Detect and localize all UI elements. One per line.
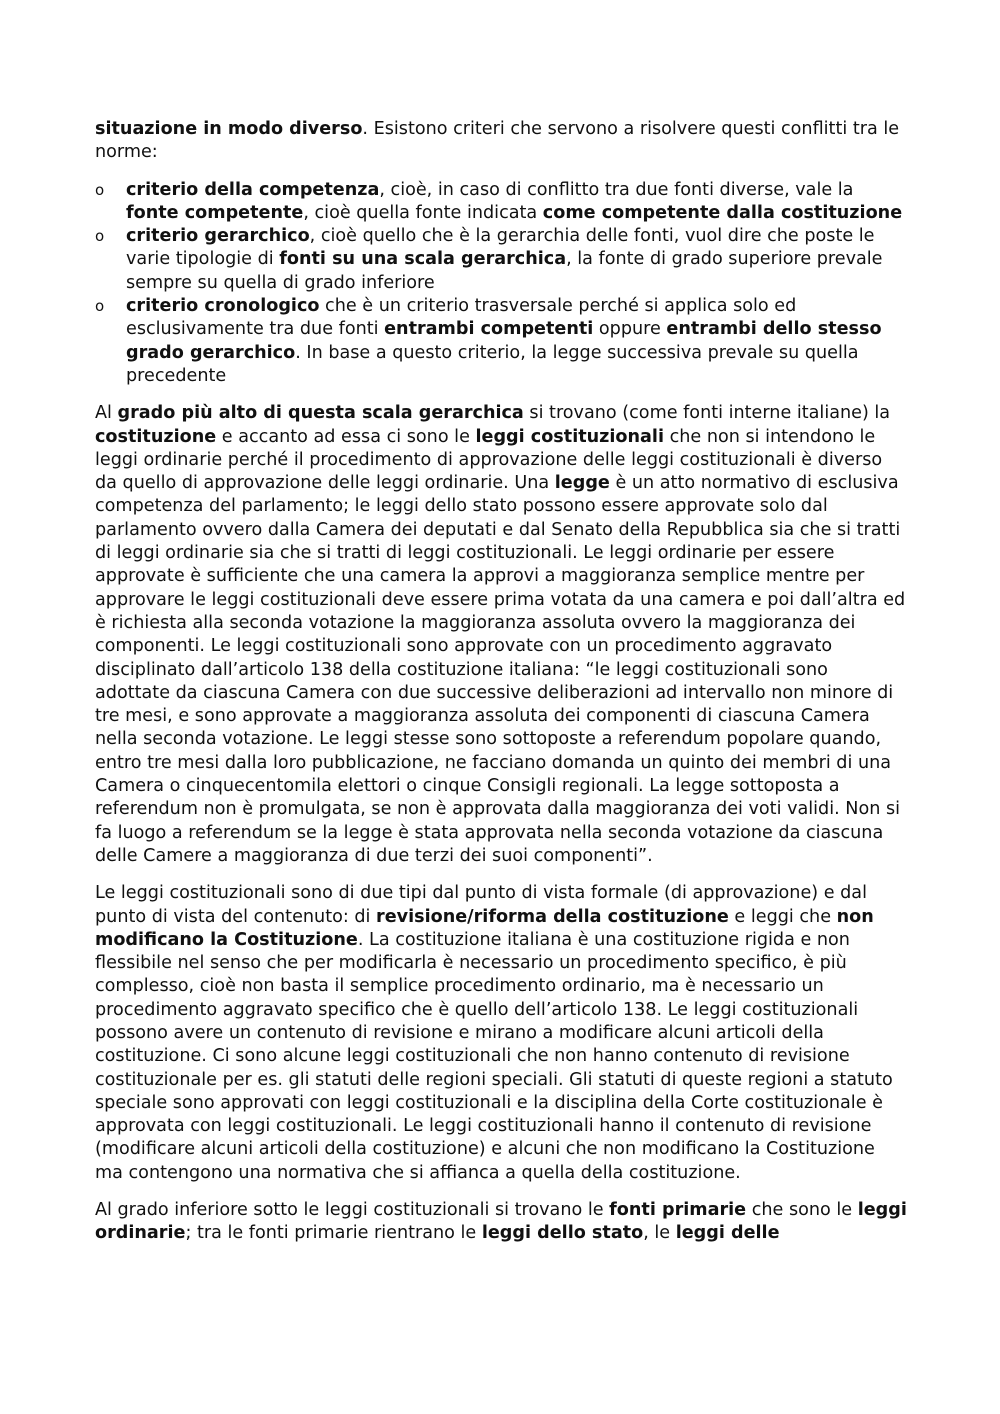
- text-run: Al: [95, 403, 118, 424]
- bullet-marker: o: [95, 227, 105, 246]
- bold-text-run: leggi dello stato: [481, 1223, 644, 1244]
- text-run: e leggi che: [728, 906, 837, 927]
- text-run: , le: [643, 1223, 676, 1244]
- list-item-text: [126, 296, 882, 386]
- text-run: e accanto ad essa ci sono le: [216, 426, 476, 447]
- bold-text-run: costituzione: [95, 426, 217, 447]
- bold-text-run: criterio della competenza: [126, 179, 380, 200]
- list-item-text: [126, 180, 902, 223]
- bold-text-run: criterio gerarchico: [126, 226, 310, 247]
- text-run: , cioè quello che è la gerarchia delle fonti, vuol dire che poste le varie tipologie di: [126, 226, 875, 270]
- text-run: oppure: [593, 319, 667, 340]
- text-run: , cioè, in caso di conflitto tra due fonti diverse, vale la: [379, 179, 854, 200]
- bold-text-run: leggi delle: [675, 1223, 780, 1244]
- text-run: che non si intendono le leggi ordinarie perché il procedimento di approvazione delle leggi costituzionali è diverso da quello di approvazione delle leggi ordinarie. Una: [95, 426, 883, 494]
- bold-text-run: fonti su una scala gerarchica: [279, 249, 567, 270]
- bold-text-run: legge: [554, 473, 610, 494]
- bold-text-run: leggi ordinarie: [95, 1200, 907, 1244]
- bold-text-run: non modificano la Costituzione: [95, 906, 874, 950]
- bold-text-run: situazione in modo diverso: [95, 119, 363, 139]
- text-run: che sono le: [746, 1200, 858, 1221]
- bold-text-run: criterio cronologico: [126, 296, 320, 317]
- bold-text-run: fonti primarie: [609, 1200, 747, 1221]
- bullet-marker: o: [95, 297, 105, 316]
- text-run: . In base a questo criterio, la legge successiva prevale su quella precedente: [126, 342, 859, 386]
- bold-text-run: entrambi competenti: [384, 319, 594, 340]
- bold-text-run: leggi costituzionali: [475, 426, 664, 447]
- paragraph-leggi-costituzionali: [95, 402, 907, 868]
- text-run: , la fonte di grado superiore prevale sempre su quella di grado inferiore: [126, 249, 883, 293]
- text-run: ; tra le fonti primarie rientrano le: [185, 1223, 482, 1244]
- bold-text-run: entrambi dello stesso grado gerarchico: [126, 319, 882, 363]
- bold-text-run: come competente dalla costituzione: [542, 202, 903, 223]
- text-run: si trovano (come fonti interne italiane) la: [523, 403, 891, 424]
- paragraph-fonti-primarie: [95, 1199, 907, 1246]
- list-item-criterio-competenza: [95, 179, 907, 226]
- list-item-criterio-cronologico: [95, 295, 907, 388]
- bullet-marker: o: [95, 180, 105, 199]
- bold-text-run: fonte competente: [126, 202, 304, 223]
- criteria-list: [95, 179, 907, 389]
- text-run: che è un criterio trasversale perché si applica solo ed esclusivamente tra due fonti: [126, 296, 797, 340]
- text-run: Al grado inferiore sotto le leggi costituzionali si trovano le: [95, 1200, 610, 1221]
- text-run: è un atto normativo di esclusiva competenza del parlamento; le leggi dello stato possono essere approvate solo dal parlamento ovvero dalla Camera dei deputati e dal Senato della Repubblica sia che si tratti di leggi ordinarie sia che si tratti di leggi costituzionali. Le leggi ordinarie per essere approvate è sufficiente che una camera la approvi a maggioranza semplice mentre per approvare le leggi costituzionali deve essere prima votata da una camera e poi dall’altra ed è richiesta alla seconda votazione la maggioranza assoluta ovvero la maggioranza dei componenti. Le leggi costituzionali sono approvate con un procedimento aggravato disciplinato dall’articolo 138 della costituzione italiana: “le leggi costituzionali sono adottate da ciascuna Camera con due successive deliberazioni ad intervallo non minore di tre mesi, e sono approvate a maggioranza assoluta dei componenti di ciascuna Camera nella seconda votazione. Le leggi stesse sono sottoposte a referendum popolare quando, entro tre mesi dalla loro pubblicazione, ne facciano domanda un quinto dei membri di una Camera o cinquecentomila elettori o cinque Consigli regionali. La legge sottoposta a referendum non è promulgata, se non è approvata dalla maggioranza dei voti validi. Non si fa luogo a referendum se la legge è stata approvata nella seconda votazione da ciascuna delle Camere a maggioranza di due terzi dei suoi componenti”.: [95, 473, 906, 866]
- document-body: [95, 118, 907, 1260]
- text-run: . La costituzione italiana è una costituzione rigida e non flessibile nel senso che per modificarla è necessario un procedimento specifico, è più complesso, cioè non basta il semplice procedimento ordinario, ma è necessario un procedimento aggravato specifico che è quello dell’articolo 138. Le leggi costituzionali possono avere un contenuto di revisione e mirano a modificare alcuni articoli della costituzione. Ci sono alcune leggi costituzionali che non hanno contenuto di revisione costituzionale per es. gli statuti delle regioni speciali. Gli statuti di queste regioni a statuto speciale sono approvati con leggi costituzionali e la disciplina della Corte costituzionale è approvata con leggi costituzionali. Le leggi costituzionali hanno il contenuto di revisione (modificare alcuni articoli della costituzione) e alcuni che non modificano la Costituzione ma contengono una normativa che si affianca a quella della costituzione.: [95, 929, 893, 1183]
- intro-paragraph: [95, 118, 907, 165]
- list-item-text: [126, 226, 883, 293]
- paragraph-tipi-leggi-costituzionali: [95, 882, 907, 1185]
- bold-text-run: revisione/riforma della costituzione: [376, 906, 729, 927]
- text-run: . Esistono criteri che servono a risolvere questi conflitti tra le norme:: [95, 119, 900, 163]
- bold-text-run: grado più alto di questa scala gerarchica: [117, 403, 524, 424]
- text-run: Le leggi costituzionali sono di due tipi dal punto di vista formale (di approvazione) e dal punto di vista del contenuto: di: [95, 883, 867, 927]
- text-run: , cioè quella fonte indicata: [303, 202, 543, 223]
- list-item-criterio-gerarchico: [95, 225, 907, 295]
